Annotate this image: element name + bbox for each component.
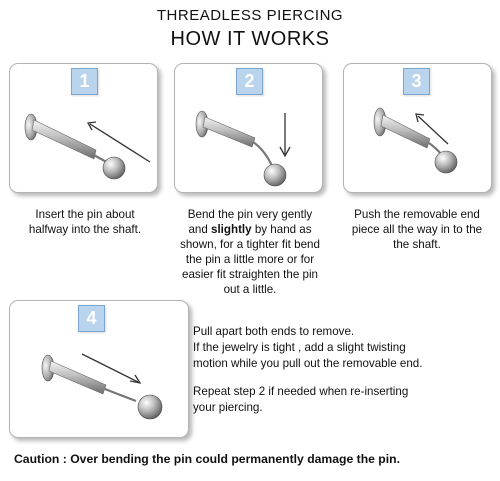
step-3-caption-line: the shaft. [393,238,441,251]
step-2-caption-text: by hand as [251,223,312,236]
step-3-panel [343,63,492,193]
step-3-badge: 3 [403,68,430,95]
step-3-caption-line: Push the removable end [354,208,480,221]
step-1-panel [9,63,158,193]
step-4-arrow [82,354,138,382]
step-1-arrow [90,124,150,162]
step-2-caption-line [170,222,330,237]
step-4-caption [193,324,493,416]
step-4-panel [9,300,189,438]
step-2-caption-line: out a little. [223,283,277,296]
page-title: THREADLESS PIERCING [156,7,344,24]
step-3-caption [336,207,498,252]
step-1-caption-line: halfway into the shaft. [28,223,142,236]
step-4-caption-line: your piercing. [193,401,263,414]
step-2-caption [170,207,330,297]
step-2-caption-line: shown, for a tighter fit bend [180,238,320,251]
step-2-illustration [175,64,322,192]
step-2-caption-emphasis: slightly [211,223,252,236]
step-2-panel [174,63,323,193]
caution-note: Caution : Over bending the pin could permanently damage the pin. [14,452,400,466]
step-1-caption [9,207,161,237]
step-2-caption-line: Bend the pin very gently [187,208,313,221]
step-3-caption-line: piece all the way in to the [351,223,483,236]
step-1-badge: 1 [71,68,98,95]
step-4-illustration [10,301,188,437]
step-2-caption-text: and [188,223,212,236]
page-subtitle: HOW IT WORKS [170,28,330,50]
step-4-caption-line: Repeat step 2 if needed when re-inserting [193,385,409,398]
step-2-caption-line: the pin a little more or for [185,253,315,266]
step-3-illustration [344,64,491,192]
step-4-caption-line: motion while you pull out the removable end. [193,357,423,370]
step-1-illustration [10,64,157,192]
step-4-badge: 4 [78,305,105,332]
step-2-caption-line: easier fit straighten the pin [182,268,318,281]
step-1-caption-line: Insert the pin about [35,208,135,221]
step-2-badge: 2 [236,68,263,95]
step-4-caption-line: If the jewelry is tight , add a slight twisting [193,341,406,354]
step-4-caption-line: Pull apart both ends to remove. [193,325,355,338]
